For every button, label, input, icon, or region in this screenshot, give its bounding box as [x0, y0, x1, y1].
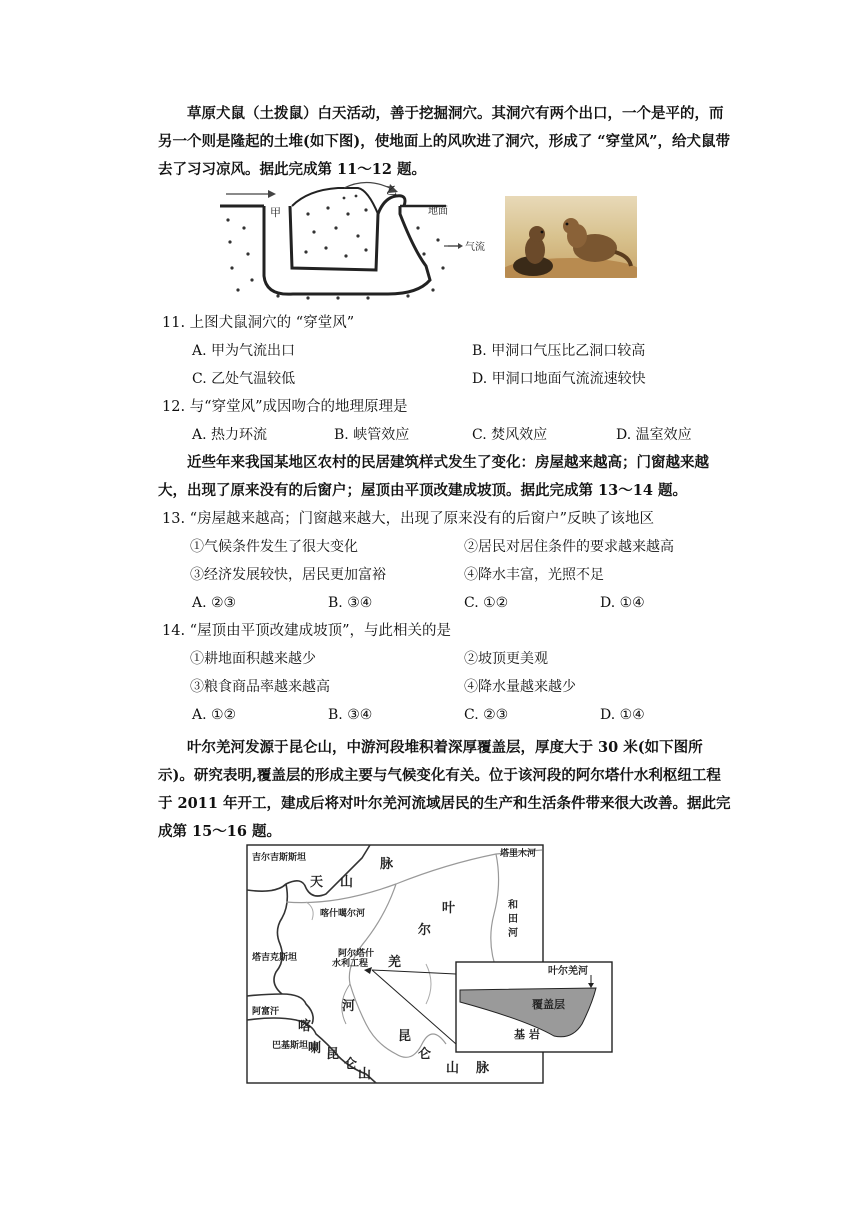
q13-statement-3: ③经济发展较快，居民更加富裕 — [190, 567, 386, 583]
map-mai2: 脉 — [476, 1061, 490, 1076]
q14-option-a[interactable]: A. ①② — [192, 707, 237, 723]
label-jia: 甲 — [270, 206, 281, 219]
map-altash-2: 水利工程 — [332, 959, 369, 969]
map-la: 喇 — [308, 1041, 322, 1056]
q11-option-a[interactable]: A. 甲为气流出口 — [192, 343, 296, 359]
inset-river-label: 叶尔羌河 — [548, 966, 588, 977]
map-hetian-1: 和 — [508, 900, 518, 911]
q12-option-a[interactable]: A. 热力环流 — [192, 427, 268, 443]
q14-statement-2: ②坡顶更美观 — [464, 651, 548, 667]
q11-option-d[interactable]: D. 甲洞口地面气流流速较快 — [472, 371, 646, 387]
inset-cover-label: 覆盖层 — [532, 998, 565, 1011]
map-ka: 喀 — [298, 1019, 312, 1034]
q13-option-c[interactable]: C. ①② — [464, 595, 509, 611]
map-tian: 天 — [310, 875, 324, 890]
q13-option-b[interactable]: B. ③④ — [328, 595, 373, 611]
q14-option-d[interactable]: D. ①④ — [600, 707, 645, 723]
map-lun2: 仑 — [418, 1047, 432, 1062]
q14-option-b[interactable]: B. ③④ — [328, 707, 373, 723]
map-shan2: 山 — [358, 1067, 372, 1082]
yarkand-river-map — [246, 844, 614, 1086]
label-yi: 乙 — [386, 184, 397, 197]
q12-option-b[interactable]: B. 峡管效应 — [334, 427, 410, 443]
q11-option-c[interactable]: C. 乙处气温较低 — [192, 371, 296, 387]
prairie-dog-photo — [505, 196, 637, 278]
map-mai: 脉 — [380, 857, 394, 872]
map-hetian-2: 田 — [508, 914, 518, 925]
q11-stem: 11. 上图犬鼠洞穴的 “穿堂风” — [162, 315, 355, 331]
map-qiang: 羌 — [388, 955, 402, 970]
q12-option-c[interactable]: C. 焚风效应 — [472, 427, 548, 443]
map-pakistan: 巴基斯坦 — [272, 1041, 309, 1051]
map-kun: 昆 — [326, 1047, 340, 1062]
map-kyrgyzstan: 吉尔吉斯斯坦 — [252, 853, 307, 863]
q12-option-d[interactable]: D. 温室效应 — [616, 427, 692, 443]
q14-statement-3: ③粮食商品率越来越高 — [190, 679, 330, 695]
q14-option-c[interactable]: C. ②③ — [464, 707, 509, 723]
map-shan3: 山 — [446, 1061, 460, 1076]
q14-stem: 14. “屋顶由平顶改建成坡顶”，与此相关的是 — [162, 623, 451, 639]
burrow-diagram — [218, 180, 458, 302]
q13-option-a[interactable]: A. ②③ — [192, 595, 237, 611]
q12-stem: 12. 与“穿堂风”成因吻合的地理原理是 — [162, 399, 408, 415]
map-shan: 山 — [340, 875, 354, 890]
q13-statement-4: ④降水丰富，光照不足 — [464, 567, 604, 583]
map-lun: 仑 — [344, 1057, 358, 1072]
map-kashgar-river: 喀什噶尔河 — [320, 909, 366, 919]
map-tarim-river: 塔里木河 — [500, 849, 537, 859]
q13-statement-2: ②居民对居住条件的要求越来越高 — [464, 539, 674, 555]
map-er: 尔 — [418, 923, 432, 938]
q14-statement-1: ①耕地面积越来越少 — [190, 651, 316, 667]
label-airflow: 气流 — [465, 242, 485, 253]
q11-option-b[interactable]: B. 甲洞口气压比乙洞口较高 — [472, 343, 646, 359]
map-kun2: 昆 — [398, 1029, 412, 1044]
map-altash-1: 阿尔塔什 — [338, 949, 375, 959]
q14-statement-4: ④降水量越来越少 — [464, 679, 576, 695]
passage-3: 叶尔羌河发源于昆仑山，中游河段堆积着深厚覆盖层，厚度大于 30 米(如下图所示)。研究表明,覆盖层的形成主要与气候变化有关。位于该河段的阿尔塔什水利枢纽工程于 2011 年开工，建成后将对叶尔羌河流域居民的生产和生活条件带来很大改善。据此完成第 15～16 题。 — [158, 739, 731, 840]
airflow-label — [442, 236, 502, 256]
q13-statement-1: ①气候条件发生了很大变化 — [190, 539, 358, 555]
label-ground: 地面 — [428, 206, 448, 217]
q13-stem: 13. “房屋越来越高；门窗越来越大，出现了原来没有的后窗户”反映了该地区 — [162, 511, 654, 527]
inset-bedrock-label: 基 岩 — [514, 1028, 540, 1041]
map-tajikistan: 塔吉克斯坦 — [252, 953, 298, 963]
map-he: 河 — [342, 999, 356, 1014]
passage-2: 近些年来我国某地区农村的民居建筑样式发生了变化：房屋越来越高；门窗越来越大，出现了原来没有的后窗户；屋顶由平顶改建成坡顶。据此完成第 13～14 题。 — [158, 454, 709, 499]
passage-1: 草原犬鼠（土拨鼠）白天活动，善于挖掘洞穴。其洞穴有两个出口，一个是平的，而另一个则是隆起的土堆(如下图)，使地面上的风吹进了洞穴，形成了 “穿堂风”，给犬鼠带去了习习凉风。据此完成第 11～12 题。 — [158, 105, 730, 178]
soil-dots — [226, 195, 444, 300]
map-ye: 叶 — [442, 901, 456, 916]
map-afghanistan: 阿富汗 — [252, 1007, 280, 1017]
q13-option-d[interactable]: D. ①④ — [600, 595, 645, 611]
map-hetian-3: 河 — [508, 928, 518, 939]
